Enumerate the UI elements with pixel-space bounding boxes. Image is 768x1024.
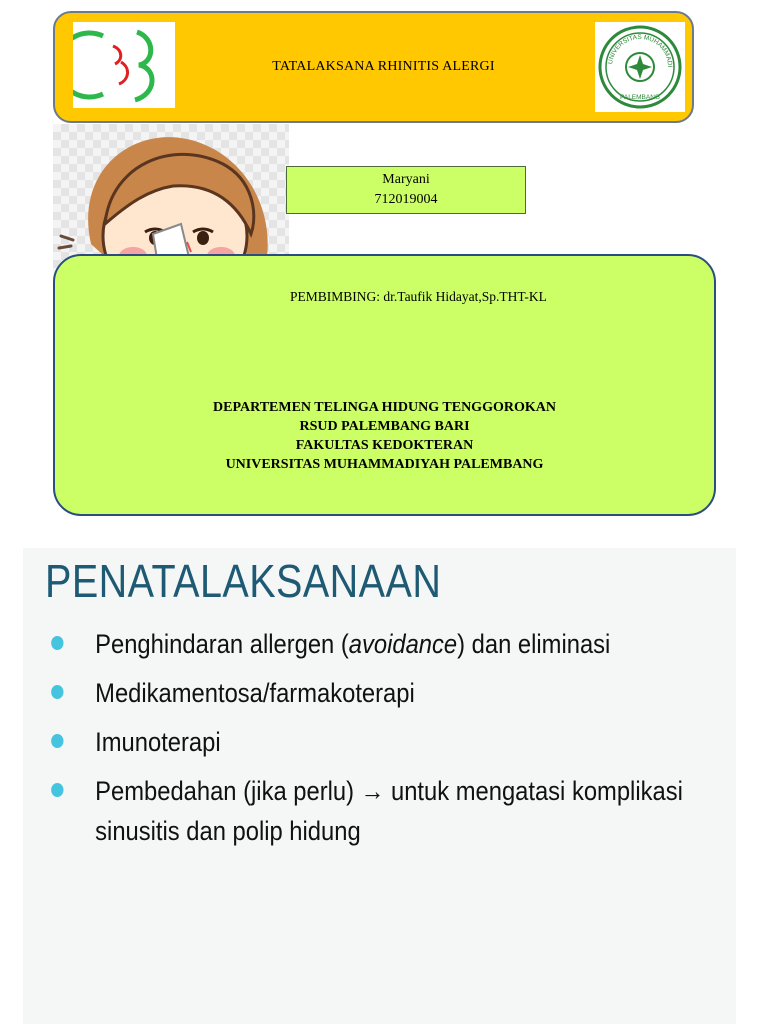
- slide-management: [23, 548, 736, 1024]
- bullet-icon: [51, 783, 63, 797]
- university-line: UNIVERSITAS MUHAMMADIYAH PALEMBANG: [225, 457, 544, 472]
- slide-title: PENATALAKSANAAN: [45, 555, 442, 607]
- bullet-icon: [51, 636, 63, 650]
- bullet-icon: [51, 685, 63, 699]
- list-item: [23, 771, 711, 851]
- bullet-text: Penghindaran allergen (: [95, 629, 349, 659]
- author-name: Maryani: [382, 172, 430, 187]
- bullet-italic-text: avoidance: [348, 629, 458, 659]
- bullet-icon: [51, 734, 63, 748]
- bullet-text: ) dan eliminasi: [457, 629, 611, 659]
- supervisor-text: PEMBIMBING: dr.Taufik Hidayat,Sp.THT-KL: [290, 289, 547, 304]
- arrow-right-icon: →: [360, 776, 385, 806]
- author-id: 712019004: [374, 192, 438, 207]
- title-bar: [53, 11, 694, 123]
- bullet-text: Pembedahan (jika perlu): [95, 776, 361, 806]
- department-line: DEPARTEMEN TELINGA HIDUNG TENGGOROKAN: [213, 400, 556, 415]
- hospital-line: RSUD PALEMBANG BARI: [299, 419, 470, 434]
- seal-bottom-text: PALEMBANG: [620, 94, 660, 101]
- department-block: [53, 398, 716, 474]
- list-item: [23, 673, 711, 713]
- bullet-list: [23, 624, 736, 860]
- presentation-title: TATALAKSANA RHINITIS ALERGI: [272, 59, 495, 74]
- hospital-logo: [73, 22, 175, 108]
- list-item: [23, 722, 711, 762]
- bullet-text: Imunoterapi: [95, 727, 221, 757]
- seal-ring-text: UNIVERSITAS MUHAMMADI: [607, 33, 674, 68]
- bullet-text: Medikamentosa/farmakoterapi: [95, 678, 415, 708]
- author-box: [286, 166, 526, 214]
- faculty-line: FAKULTAS KEDOKTERAN: [295, 438, 474, 453]
- university-seal: [595, 22, 685, 112]
- bullet-text: untuk mengatasi komplikasi sinusitis dan polip hidung: [95, 776, 683, 846]
- list-item: [23, 624, 711, 664]
